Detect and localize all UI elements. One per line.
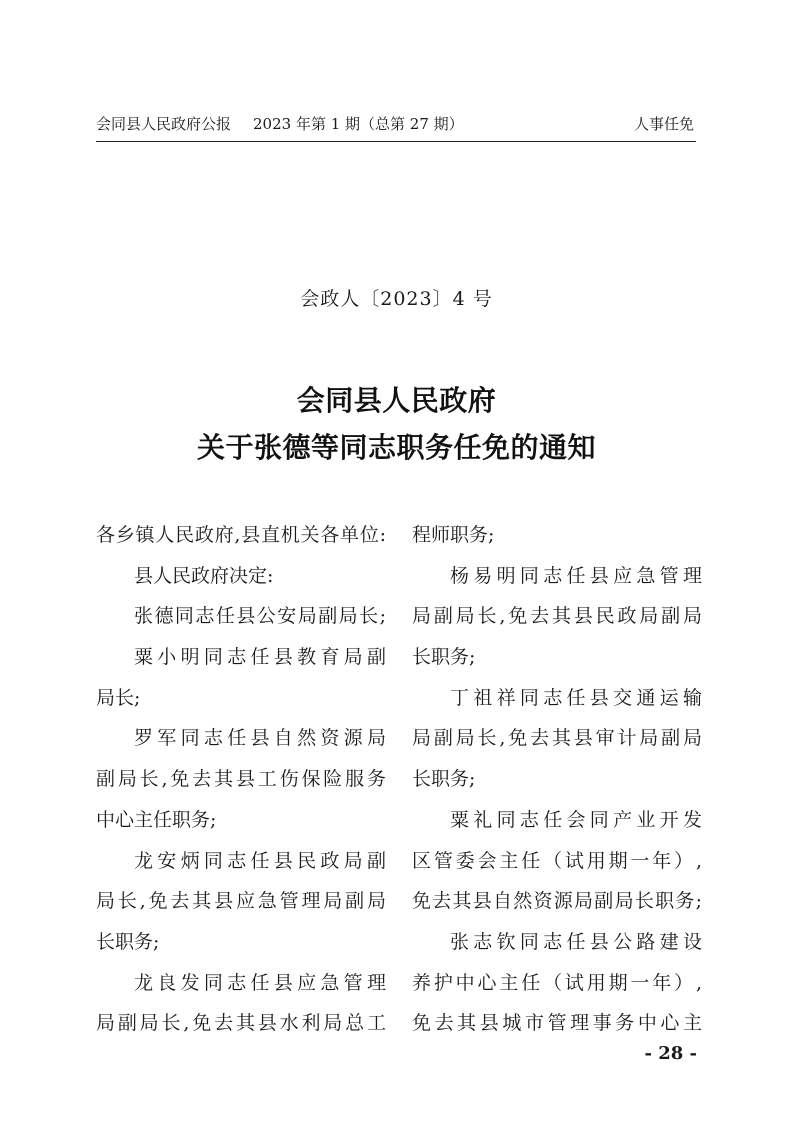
text-line: 免去其县城市管理事务中心主 — [412, 1012, 702, 1035]
text-line: 长职务; — [412, 768, 476, 791]
section-name: 人事任免 — [633, 115, 694, 133]
page-number: - 28 - — [644, 1043, 697, 1064]
text-line: 粟小明同志任县教育局副 — [134, 646, 386, 669]
text-line: 杨易明同志任县应急管理 — [450, 564, 702, 587]
issue-info: 2023 年第 1 期（总第 27 期） — [253, 115, 464, 133]
text-line: 粟礼同志任会同产业开发 — [450, 808, 702, 831]
document-number: 会政人〔2023〕4 号 — [300, 288, 493, 310]
text-line: 中心主任职务; — [96, 808, 217, 831]
text-line: 程师职务; — [412, 524, 495, 546]
body-left-column — [96, 515, 386, 1044]
text-line: 龙良发同志任县应急管理 — [134, 971, 386, 994]
publication-name: 会同县人民政府公报 — [96, 115, 232, 133]
text-line: 局长; — [96, 686, 141, 709]
text-line: 副局长,免去其县工伤保险服务 — [96, 768, 386, 791]
title-line-1: 会同县人民政府 — [296, 384, 497, 417]
text-line: 局副局长,免去其县审计局副局 — [412, 727, 702, 750]
text-line: 养护中心主任（试用期一年）, — [412, 971, 702, 994]
text-line: 张德同志任县公安局副局长; — [134, 605, 386, 628]
text-line: 免去其县自然资源局副局长职务; — [412, 890, 702, 913]
text-line: 罗军同志任县自然资源局 — [134, 727, 386, 750]
header-left — [96, 112, 464, 136]
text-line: 张志钦同志任县公路建设 — [450, 930, 702, 953]
text-line: 丁祖祥同志任县交通运输 — [450, 686, 702, 709]
text-line: 长职务; — [412, 646, 476, 669]
title-line-2: 关于张德等同志职务任免的通知 — [196, 431, 596, 464]
text-line: 区管委会主任（试用期一年）, — [412, 849, 702, 872]
text-line: 局副局长,免去其县民政局副局 — [412, 605, 702, 628]
text-line: 局长,免去其县应急管理局副局 — [96, 890, 386, 913]
body-right-column — [412, 515, 702, 1044]
text-line: 龙安炳同志任县民政局副 — [134, 849, 386, 872]
header-divider — [96, 141, 696, 142]
text-line: 县人民政府决定: — [134, 564, 274, 587]
text-line: 长职务; — [96, 930, 160, 953]
running-header — [96, 112, 696, 136]
text-line: 局副局长,免去其县水利局总工 — [96, 1012, 386, 1035]
text-line: 各乡镇人民政府,县直机关各单位: — [96, 524, 386, 546]
